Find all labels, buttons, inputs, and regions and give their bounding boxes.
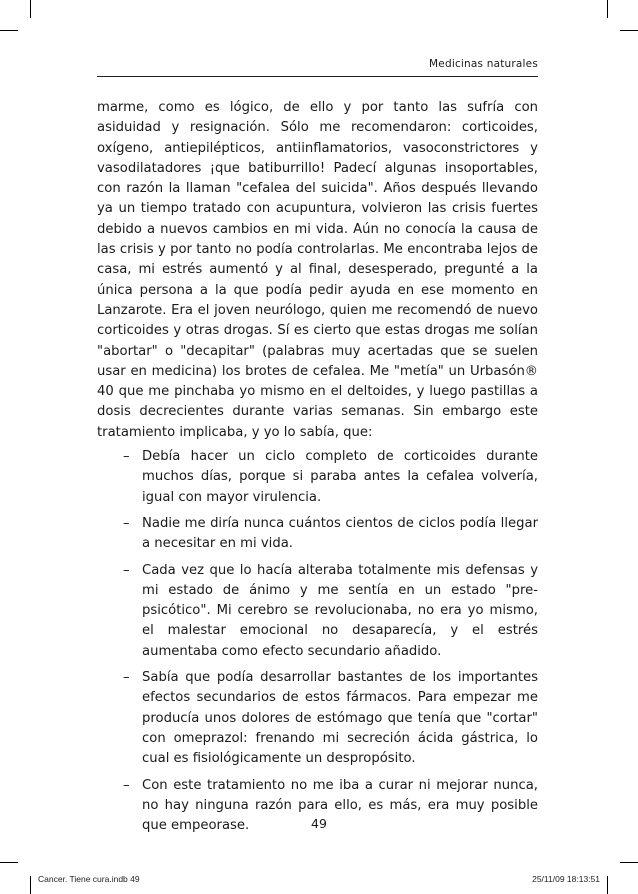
crop-mark-bottom-right-v xyxy=(607,876,608,894)
body-paragraph: marme, como es lógico, de ello y por tanto las sufría con asiduidad y resignación. Sólo me recomendaron: corticoides, oxígeno, antiepilépticos, antiinflamatorios, vasoconstrictores y vasodilatadores ¡que batiburrillo! Padecí algunas insoportables, con razón la llaman "cefalea del suicida". Años después llevando ya un tiempo tratado con acupuntura, volvieron las crisis fuertes debido a nuevos cambios en mi vida. Aún no conocía la causa de las crisis y por tanto no podía controlarlas. Me encontraba lejos de casa, mi estrés aumentó y al final, desesperado, pregunté a la única persona a la que podía pedir ayuda en ese momento en Lanzarote. Era el joven neurólogo, quien me recomendó de nuevo corticoides y otras drogas. Sí es cierto que estas drogas me solían "abortar" o "decapitar" (palabras muy acertadas que se suelen usar en medicina) los brotes de cefalea. Me "metía" un Urbasón® 40 que me pinchaba yo mismo en el deltoides, y luego pastillas a dosis decrecientes durante varias semanas. Sin embargo este tratamiento implicaba, y yo lo sabía, que: xyxy=(97,100,538,440)
list-item-text: Cada vez que lo hacía alteraba totalmente mis defensas y mi estado de ánimo y me sentía en un estado "pre-psicótico". Mi cerebro se revolucionaba, no era yo mismo, el malestar emocional no desaparecía, y el estrés aumentaba como efecto secundario añadido. xyxy=(142,562,538,659)
crop-mark-top-right-v xyxy=(607,0,608,18)
list-item-text: Sabía que podía desarrollar bastantes de los importantes efectos secundarios de estos fármacos. Para empezar me producía unos dolores de estómago que tenía que "cortar" con omeprazol: frenando mi secreción ácida gástrica, lo cual es fisiológicamente un despropósito. xyxy=(142,670,538,767)
dash-marker: – xyxy=(123,562,130,578)
header-rule xyxy=(97,76,538,77)
crop-mark-top-right-h xyxy=(620,30,638,31)
list-item xyxy=(97,514,538,555)
crop-mark-top-left-v xyxy=(30,0,31,18)
page-body xyxy=(97,98,538,842)
list-item xyxy=(97,668,538,769)
page-number: 49 xyxy=(311,816,327,831)
dash-marker: – xyxy=(123,777,130,793)
list-item-text: Debía hacer un ciclo completo de corticoides durante muchos días, porque si paraba antes la cefalea volvería, igual con mayor virulencia. xyxy=(142,449,538,505)
list-item-text: Con este tratamiento no me iba a curar ni mejorar nunca, no hay ninguna razón para ello, es más, era muy posible que empeorase. xyxy=(142,777,538,834)
dash-list xyxy=(97,447,538,836)
crop-mark-bottom-left-h xyxy=(0,862,18,863)
crop-mark-bottom-right-h xyxy=(620,862,638,863)
crop-mark-top-left-h xyxy=(0,30,18,31)
print-slug-timestamp: 25/11/09 18:13:51 xyxy=(532,874,600,884)
list-item-text: Nadie me diría nunca cuántos cientos de ciclos podía llegar a necesitar en mi vida. xyxy=(142,515,538,552)
running-head: Medicinas naturales xyxy=(429,58,538,70)
dash-marker: – xyxy=(123,449,130,465)
dash-marker: – xyxy=(123,670,130,686)
list-item xyxy=(97,447,538,508)
crop-mark-bottom-left-v xyxy=(30,876,31,894)
list-item xyxy=(97,561,538,662)
dash-marker: – xyxy=(123,515,130,531)
print-slug-filename: Cancer. Tiene cura.indb 49 xyxy=(38,874,140,884)
